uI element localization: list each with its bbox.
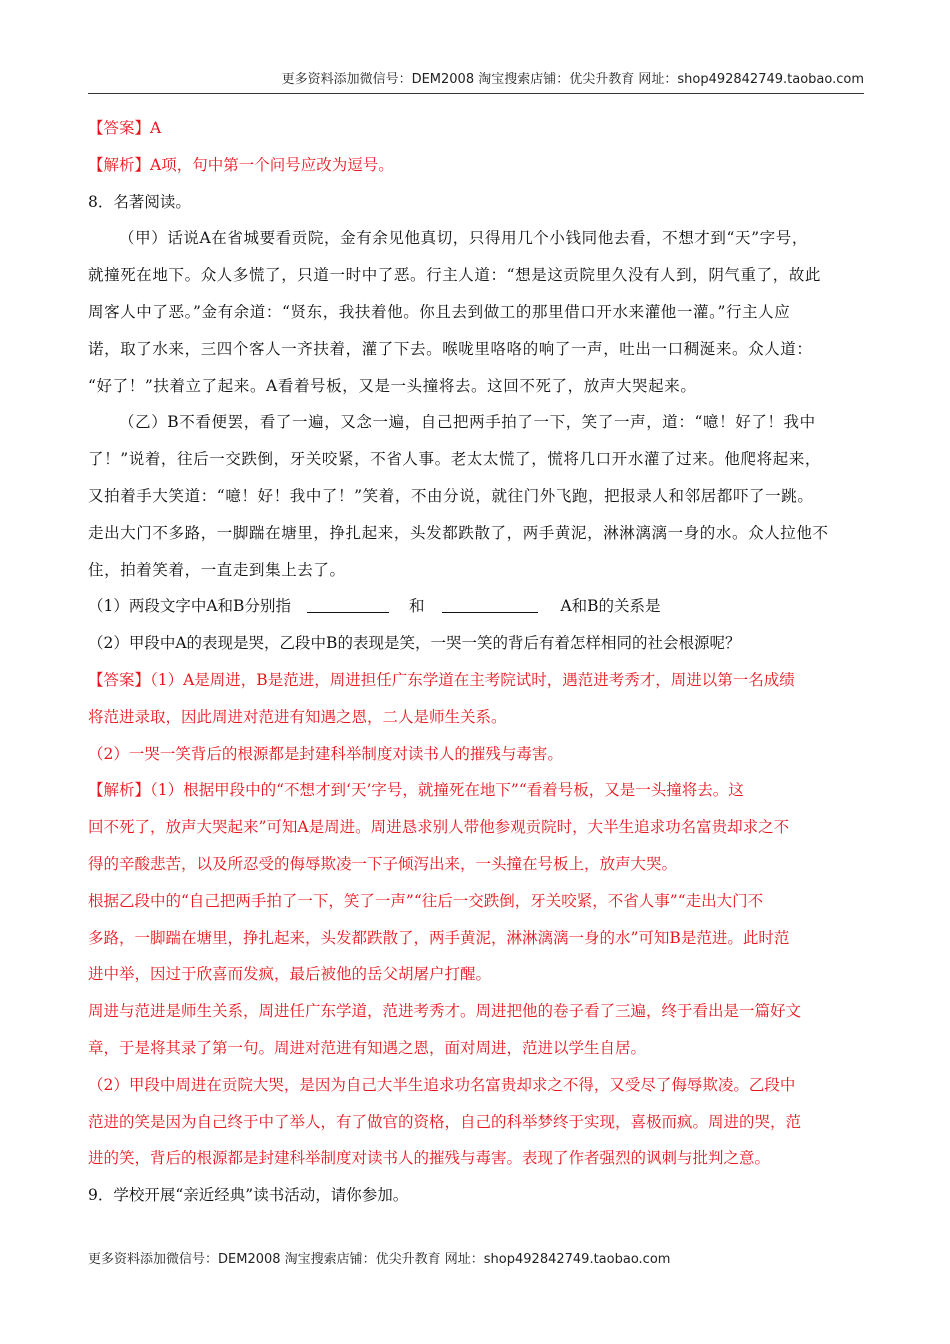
answer-7: 【答案】A xyxy=(88,119,162,137)
page-content xyxy=(88,110,860,1214)
analysis-line: （2）甲段中周进在贡院大哭，是因为自己大半生追求功名富贵却求之不得，又受尽了侮辱欺凌。乙段中 xyxy=(88,1075,796,1094)
sub-question-1-suffix: A和B的关系是 xyxy=(560,597,661,616)
analysis-line: 进的笑，背后的根源都是封建科举制度对读书人的摧残与毒害。表现了作者强烈的讽刺与批判之意。 xyxy=(88,1149,771,1168)
passage-b xyxy=(88,404,860,588)
analysis-line: 【解析】（1）根据甲段中的“不想才到‘天’字号，就撞死在地下”“看着号板，又是一头撞将去。这 xyxy=(88,781,744,800)
answer-line: 【答案】（1）A是周进，B是范进，周进担任广东学道在主考院试时，遇范进考秀才，周进以第一名成绩 xyxy=(88,670,795,689)
analysis-7: 【解析】A项，句中第一个问号应改为逗号。 xyxy=(88,155,394,174)
analysis-line: 根据乙段中的“自己把两手拍了一下，笑了一声”“往后一交跌倒，牙关咬紧，不省人事”“走出大门不 xyxy=(88,891,764,910)
answer-line: 将范进录取，因此周进对范进有知遇之恩，二人是师生关系。 xyxy=(88,707,507,726)
question-8-title: 8．名著阅读。 xyxy=(88,192,191,211)
sub-question-1-prefix: （1）两段文字中A和B分别指 xyxy=(88,597,291,616)
page-footer: 更多资料添加微信号：DEM2008 淘宝搜索店铺：优尖升教育 网址：shop492842749.taobao.com xyxy=(88,1252,671,1267)
passage-b-line: 又拍着手大笑道：“噫！好！我中了！”笑着，不由分说，就往门外飞跑，把报录人和邻居都吓了一跳。 xyxy=(88,486,814,505)
sub-question-1-mid: 和 xyxy=(408,597,425,616)
passage-a-line: 就撞死在地下。众人多慌了，只道一时中了恶。行主人道：“想是这贡院里久没有人到，阴气重了，故此 xyxy=(88,266,822,285)
passage-a-line: 诺，取了水来，三四个客人一齐扶着，灌了下去。喉咙里咯咯的响了一声，吐出一口稠涎来。众人道： xyxy=(88,339,813,358)
passage-a-line: 周客人中了恶。”金有余道：“贤东，我扶着他。你且去到做工的那里借口开水来灌他一灌。”行主人应 xyxy=(88,302,791,321)
analysis-line: 范进的笑是因为自己终于中了举人，有了做官的资格，自己的科举梦终于实现，喜极而疯。周进的哭，范 xyxy=(88,1112,802,1131)
page-header: 更多资料添加微信号：DEM2008 淘宝搜索店铺：优尖升教育 网址：shop492842749.taobao.com xyxy=(88,68,864,94)
passage-b-line: 了！”说着，往后一交跌倒，牙关咬紧，不省人事。老太太慌了，慌将几口开水灌了过来。他爬将起来， xyxy=(88,450,822,469)
answer-blank-a[interactable] xyxy=(307,595,389,613)
passage-b-line: 走出大门不多路，一脚踹在塘里，挣扎起来，头发都跌散了，两手黄泥，淋淋漓漓一身的水。众人拉他不 xyxy=(88,523,829,542)
answer-8 xyxy=(88,662,860,772)
analysis-line: 得的辛酸悲苦，以及所忍受的侮辱欺凌一下子倾泻出来，一头撞在号板上，放声大哭。 xyxy=(88,854,678,873)
analysis-line: 多路，一脚踹在塘里，挣扎起来，头发都跌散了，两手黄泥，淋淋漓漓一身的水”可知B是范进。此时范 xyxy=(88,928,790,947)
analysis-line: 进中举，因过于欣喜而发疯，最后被他的岳父胡屠户打醒。 xyxy=(88,965,492,984)
analysis-line: 周进与范进是师生关系，周进任广东学道，范进考秀才。周进把他的卷子看了三遍，终于看出是一篇好文 xyxy=(88,1002,802,1021)
question-9-title: 9．学校开展“亲近经典”读书活动，请你参加。 xyxy=(88,1186,409,1205)
analysis-8 xyxy=(88,772,860,1177)
passage-a-line: “好了！”扶着立了起来。A看着号板，又是一头撞将去。这回不死了，放声大哭起来。 xyxy=(88,376,697,395)
passage-b-line: 住，拍着笑着，一直走到集上去了。 xyxy=(88,560,346,579)
analysis-line: 章，于是将其录了第一句。周进对范进有知遇之恩，面对周进，范进以学生自居。 xyxy=(88,1038,647,1057)
answer-blank-b[interactable] xyxy=(442,595,538,613)
passage-a xyxy=(88,220,860,404)
answer-line: （2）一哭一笑背后的根源都是封建科举制度对读书人的摧残与毒害。 xyxy=(88,744,563,763)
sub-question-1 xyxy=(88,588,860,625)
sub-question-2: （2）甲段中A的表现是哭，乙段中B的表现是笑，一哭一笑的背后有着怎样相同的社会根源呢？ xyxy=(88,634,741,653)
passage-b-line: （乙）B不看便罢，看了一遍，又念一遍，自己把两手拍了一下，笑了一声，道：“噫！好了！我中 xyxy=(119,413,816,432)
analysis-line: 回不死了，放声大哭起来”可知A是周进。周进恳求别人带他参观贡院时，大半生追求功名富贵却求之不 xyxy=(88,818,790,837)
passage-a-line: （甲）话说A在省城要看贡院，金有余见他真切，只得用几个小钱同他去看，不想才到“天”字号， xyxy=(119,229,808,248)
